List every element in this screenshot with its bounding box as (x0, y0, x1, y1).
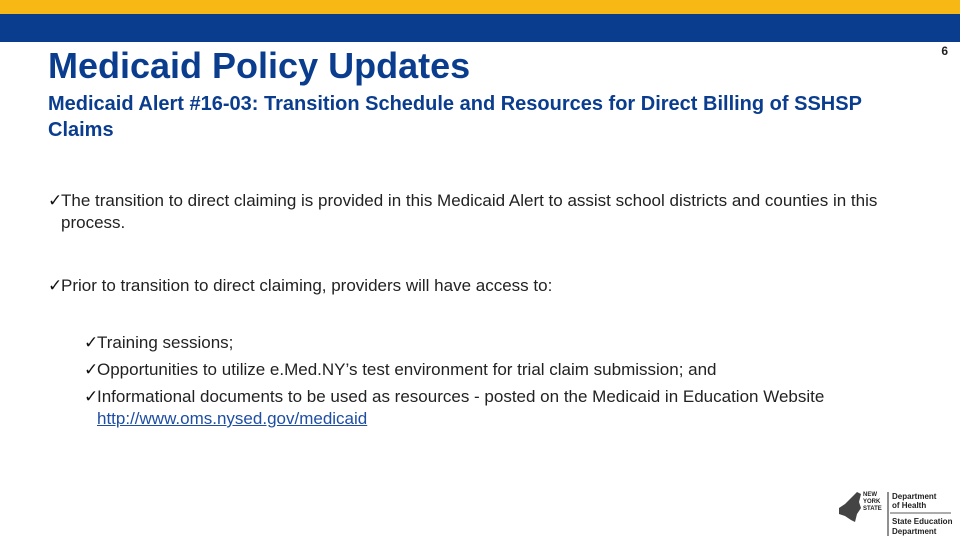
bullet-text: The transition to direct claiming is provided in this Medicaid Alert to assist school districts and counties in this process. (61, 191, 878, 232)
checkmark-icon: ✓ (84, 360, 99, 379)
logo-state-line-2: YORK (863, 499, 881, 505)
checkmark-icon: ✓ (48, 276, 63, 295)
logo-dept-health-2: of Health (892, 501, 927, 510)
checkmark-icon: ✓ (48, 191, 63, 210)
list-item-text: Training sessions; (97, 333, 234, 352)
logo-state-line-1: NEW (863, 492, 877, 498)
page-subtitle: Medicaid Alert #16-03: Transition Schedule and Resources for Direct Billing of SSHSP Claims (48, 93, 862, 141)
slide-number: 6 (941, 44, 948, 58)
medicaid-website-link[interactable]: http://www.oms.nysed.gov/medicaid (97, 409, 368, 428)
list-item-documents (84, 386, 904, 430)
logo-dept-health-1: Department (892, 492, 937, 501)
nys-agency-logo (835, 486, 953, 538)
list-item-text: Opportunities to utilize e.Med.NY’s test environment for trial claim submission; and (97, 360, 717, 379)
logo-state-line-3: STATE (863, 506, 882, 512)
new-york-state-map-icon (839, 492, 861, 522)
checkmark-icon: ✓ (84, 387, 99, 406)
access-list (84, 332, 904, 435)
list-item-training (84, 332, 904, 354)
list-item-test-environment (84, 359, 904, 381)
page-title: Medicaid Policy Updates (48, 45, 471, 86)
list-item-text: Informational documents to be used as resources - posted on the Medicaid in Education Website (97, 387, 825, 406)
header-gold-bar (0, 0, 960, 14)
logo-state-ed-1: State Education (892, 517, 953, 526)
bullet-text: Prior to transition to direct claiming, providers will have access to: (61, 276, 553, 295)
checkmark-icon: ✓ (84, 333, 99, 352)
bullet-direct-claiming (48, 190, 898, 234)
list-item-text-wrap (97, 386, 904, 430)
header-blue-bar (0, 14, 960, 42)
bullet-prior-transition (48, 275, 898, 297)
logo-state-ed-2: Department (892, 527, 937, 536)
